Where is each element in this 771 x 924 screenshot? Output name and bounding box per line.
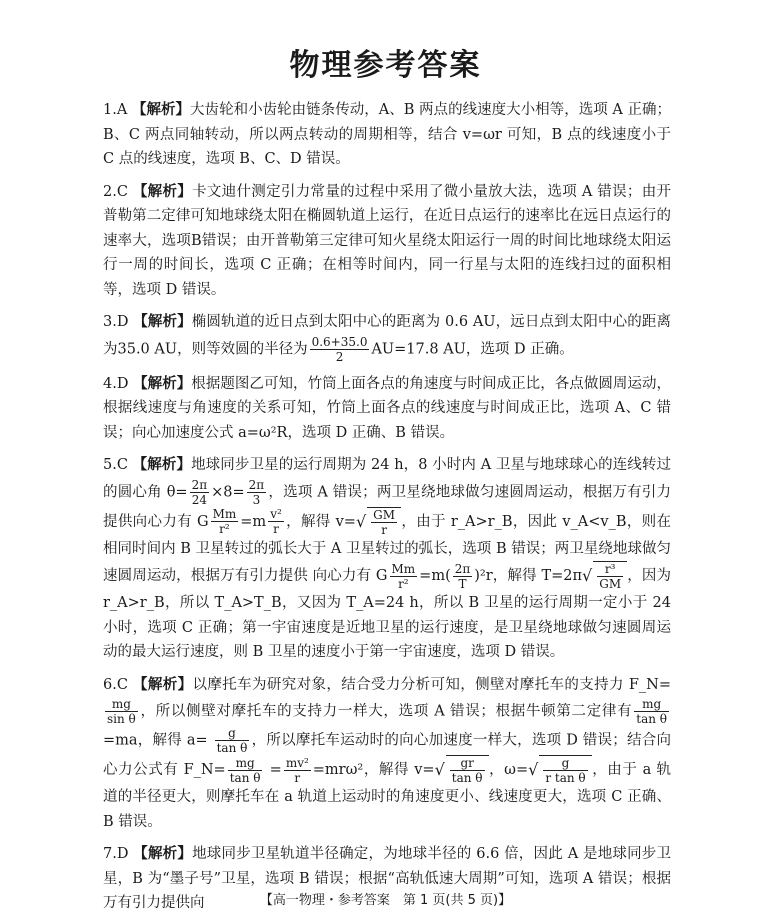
answer-6: 6.C 【解析】以摩托车为研究对象，结合受力分析可知，侧壁对摩托车的支持力 F_N= $\frac{mg}{\text{sin θ}}$ ，所以侧壁对摩托车的支持力一样大，选项 A 错误；根据牛顿第二定律有 $\frac{mg}{\text{tan θ}}$ =ma，解得 a= $\frac{g}{\text{tan θ}}$ ，所以摩托车运动时的向心加速度一样大，选项 D 错误；结合向心力公式有 F_N= $\frac{mg}{\text{tan θ}}$ = $\frac{\text{mv²}}{r}$ =mrω²，解得 v=√ $\frac{gr}{\text{tan θ}}$ ，ω=√ $\frac{g}{\text{r tan θ}}$ ，由于 a 轨道的半径更大，则摩托车在 a 轨道上运动时的角速度更小、线速度更大，选项 C 正确、B 错误。 <box>103 676 672 830</box>
answer-text: 角 θ= <box>147 484 188 500</box>
fraction: $\frac{0.6+35.0}{2}$ <box>311 334 368 364</box>
sqrt-sign: √ <box>528 759 539 779</box>
answer-1 <box>103 98 671 172</box>
fraction: $\frac{2\pi}{T}$ <box>454 561 471 591</box>
answer-2 <box>103 180 671 303</box>
answer-number: 2.C <box>103 183 128 200</box>
answer-number: 6.C <box>103 676 128 693</box>
answer-number: 7.D <box>103 846 129 862</box>
fraction: $\frac{\text{v²}}{r}$ <box>270 507 282 536</box>
analysis-tag: 【解析】 <box>132 183 193 200</box>
answer-number: 5.C <box>103 457 128 473</box>
fraction: $\frac{2\pi}{24}$ <box>191 477 208 507</box>
fraction: $\frac{2\pi}{3}$ <box>248 477 265 507</box>
sqrt-body: $\frac{g}{\text{r tan θ}}$ <box>539 755 591 785</box>
answer-text: 地球同步卫星的运行周期为 24 h，8 小时内 A 卫星与地球球心的连线转过的圆心 <box>103 457 672 500</box>
answer-text: 大齿轮和小齿轮由链条传动，A、B 两点的线速度大小相等，选项 A 正确；B、C 两点同轴转动，所以两点转动的周期相等，结合 v=ωr 可知，B 点的线速度小于 C 点的线速度，选项 B、C、D 错误。 <box>103 102 672 167</box>
fraction: $\frac{Mm}{\text{r²}}$ <box>212 507 237 536</box>
analysis-tag: 【解析】 <box>131 102 191 118</box>
answer-number: 3.D <box>103 314 129 330</box>
answer-text: 地球同步卫星轨道半径确定，为地球半径的 6.6 倍，因此 A 是地球同步卫星，B 为“墨子号”卫星，选项 B 错误；根据“高轨低速大周期”可知，选项 A 错误；根据万有引力提供向 <box>103 846 672 911</box>
sqrt-body: $\frac{gr}{\text{tan θ}}$ <box>446 755 489 785</box>
analysis-tag: 【解析】 <box>132 457 192 473</box>
fraction: $\frac{Mm}{\text{r²}}$ <box>391 561 416 591</box>
answer-text: 35.0 AU，则等效圆的半径为 <box>117 341 308 357</box>
fraction: $\frac{mg}{\text{tan θ}}$ <box>636 697 668 726</box>
answer-5: 5.C 【解析】地球同步卫星的运行周期为 24 h，8 小时内 A 卫星与地球球心的连线转过的圆心角 θ= $\frac{2\pi}{24}$ ×8= $\frac{2\pi}{3}$ ，选项 A 错误；两卫星绕地球做匀速圆周运动，根据万有引力提供向心力有 G $\frac{Mm}{\text{r²}}$ =m $\frac{\text{v²}}{r}$ ，解得 v=√ $\frac{GM}{r}$ ，由于 r_A>r_B，因此 v_A<v_B，则在相同时间内 B 卫星转过的弧长大于 A 卫星转过的弧长，选项 B 错误；两卫星绕地球做匀速圆周运动，根据万有引力提供 向心力有 G $\frac{Mm}{\text{r²}}$ =m( $\frac{2\pi}{T}$ )²r，解得 T=2π√ $\frac{\text{r³}}{GM}$ ，因为 r_A>r_B，所以 T_A>T_B，又因为 T_A=24 h，所以 B 卫星的运行周期一定小于 24 小时，选项 C 正确；第一宇宙速度是近地卫星的运行速度，是卫星绕地球做匀速圆周运动的最大运行速度，则 B 卫星的速度小于第一宇宙速度，选项 D 错误。 <box>103 457 672 660</box>
sqrt-body: $\frac{GM}{r}$ <box>367 507 401 537</box>
fraction: $\frac{g}{\text{tan θ}}$ <box>216 726 248 755</box>
sqrt-body: $\frac{\text{r³}}{GM}$ <box>593 561 627 591</box>
answer-number: 4.D <box>103 375 129 392</box>
answer-list <box>103 98 671 924</box>
answer-text: 根据题图乙可知，竹筒上面各点的角速度与时间成正比，各点做圆周运动，根据线速度与角速度的关系可知，竹筒上面各点的线速度与时间成正比，选项 A、C 错误；向心加速度公式 a=ω²R，选项 D 正确、B 错误。 <box>103 375 672 441</box>
answer-3 <box>103 310 671 364</box>
answer-text: 椭圆轨道的近日点到太阳中心的距离为 0.6 AU，远日点到太阳中心的距离为 <box>103 314 672 357</box>
answer-4 <box>103 372 671 446</box>
fraction: $\frac{\text{mv²}}{r}$ <box>285 755 309 785</box>
analysis-tag: 【解析】 <box>133 375 192 392</box>
page-footer: 【高一物理・参考答案 第 1 页(共 5 页)】 <box>259 893 512 908</box>
page-title: 物理参考答案 <box>289 48 482 83</box>
answer-text: AU=17.8 AU，选项 D 正确。 <box>371 341 574 357</box>
fraction: $\frac{mg}{\text{sin θ}}$ <box>107 697 136 726</box>
analysis-tag: 【解析】 <box>133 314 192 330</box>
sqrt-sign: √ <box>582 565 593 585</box>
answer-number: 1.A <box>103 102 128 118</box>
answer-text: 卡文迪什测定引力常量的过程中采用了微小量放大法，选项 A 错误；由开普勒第二定律可知地球绕太阳在椭圆轨道上运行，在近日点运行的速率比在远日点运行的速率大，选项B错误；由开普勒第三定律可知火星绕太阳运行一周的时间比地球绕太阳运行一周的时间长，选项 C 正确；在相等时间内，同一行星与太阳的连线扫过的面积相等，选项 D 错误。 <box>103 183 672 298</box>
analysis-tag: 【解析】 <box>132 676 193 693</box>
analysis-tag: 【解析】 <box>133 846 193 862</box>
sqrt-sign: √ <box>434 759 445 779</box>
fraction: $\frac{mg}{\text{tan θ}}$ <box>229 755 261 785</box>
sqrt-sign: √ <box>355 511 367 531</box>
